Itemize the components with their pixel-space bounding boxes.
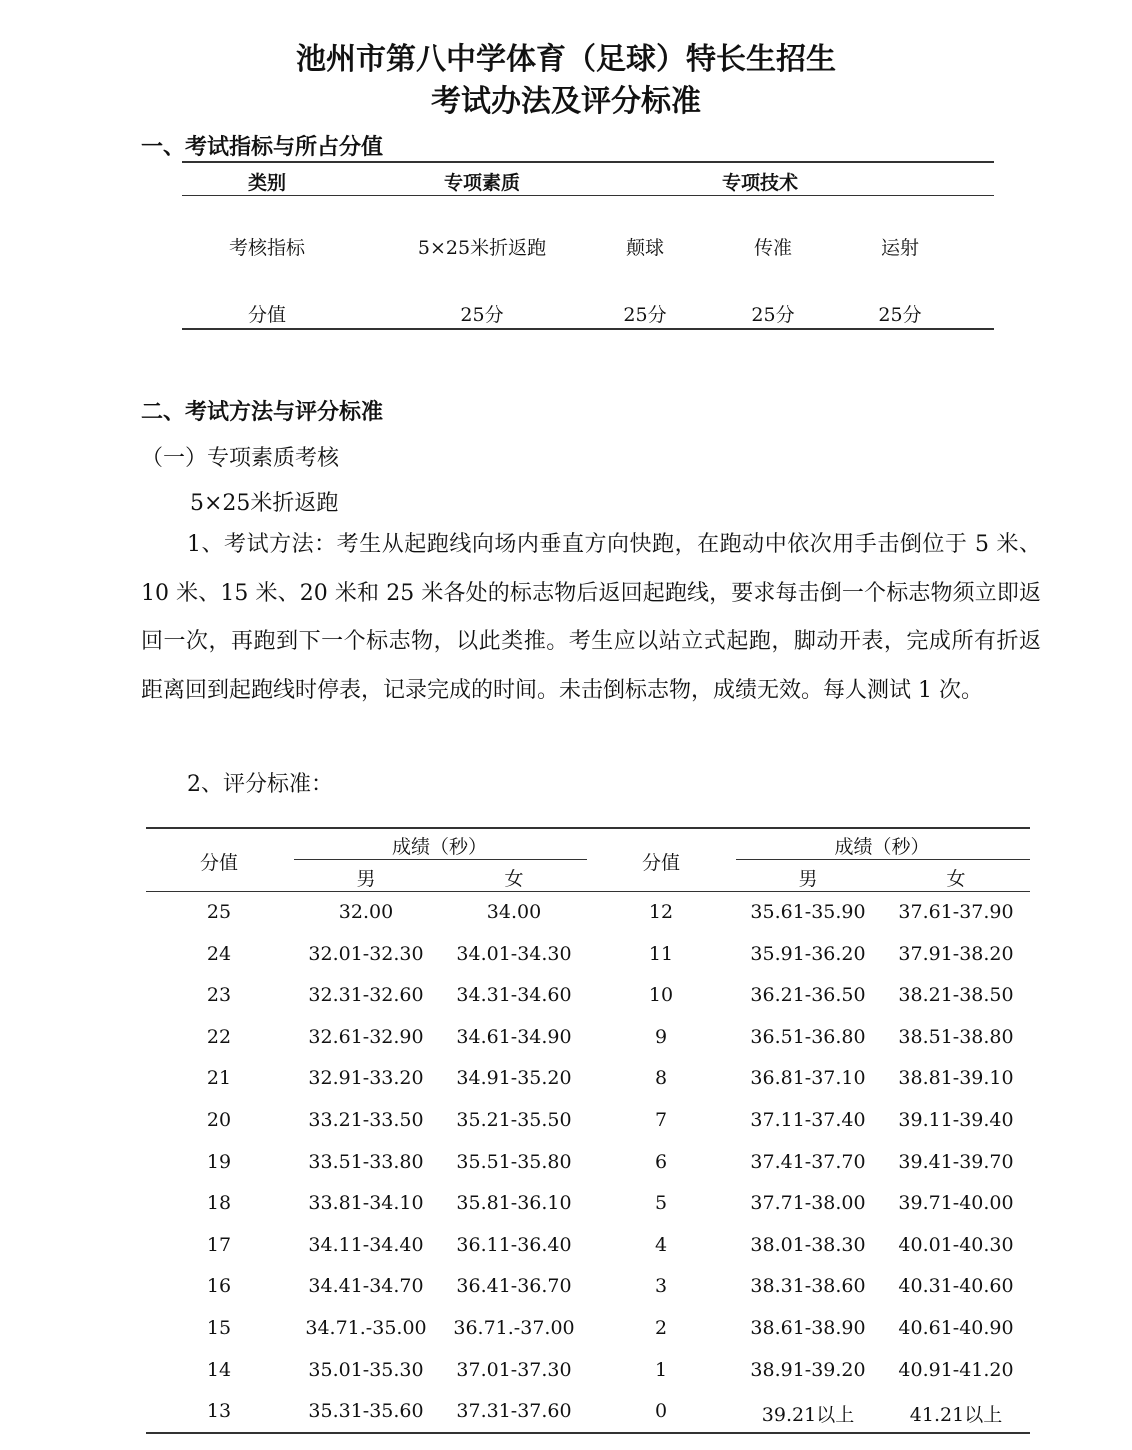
subsection-heading: （一）专项素质考核 [141,446,340,471]
right-row-male-cell: 37.41-37.70 [750,1150,866,1173]
right-row-female-cell: 40.01-40.30 [898,1233,1014,1256]
left-row-male-cell: 32.91-33.20 [308,1067,424,1090]
left-row-score-cell: 19 [206,1150,232,1173]
left-row-score-cell: 20 [206,1109,232,1131]
method-text: 1、考试方法：考生从起跑线向场内垂直方向快跑，在跑动中依次用手击倒位于 5 米、10 米、15 米、20 米和 25 米各处的标志物后返回起跑线，要求每击倒一个标志物须立即返回一次，再跑到下一个标志物，以此类推。考生应以站立式起跑，脚动开表，完成所有折返距离回到起跑线时停表，记录完成的时间。未击倒标志物，成绩无效。每人测试 1 次。 [141,532,1041,703]
left-row-male-cell: 34.11-34.40 [308,1233,424,1256]
left-header-result: 成绩（秒） [391,836,487,858]
right-row-male-cell: 37.11-37.40 [750,1109,866,1131]
header-special-technique: 专项技术 [721,172,798,194]
right-row-male-cell: 38.91-39.20 [750,1358,866,1381]
right-row-score-cell: 0 [654,1400,668,1423]
score-passing: 25分 [751,304,795,326]
left-row-score-cell: 13 [206,1400,232,1423]
test-item-name: 5×25米折返跑 [190,491,339,516]
right-header-score: 分值 [641,852,680,874]
left-row-female-cell: 34.00 [486,901,542,923]
right-row-female-cell: 37.91-38.20 [898,942,1014,965]
left-row-male-cell: 34.71.-35.00 [305,1317,427,1339]
right-row-female-cell: 39.11-39.40 [898,1109,1014,1131]
right-header-male: 男 [798,868,818,890]
left-row-score-cell: 17 [206,1233,232,1256]
right-row-score-cell: 10 [648,984,674,1007]
right-row-female-cell: 40.31-40.60 [898,1275,1014,1298]
right-row-female-cell: 38.81-39.10 [898,1067,1014,1090]
right-row-female-cell: 39.41-39.70 [898,1150,1014,1173]
section1-heading: 一、考试指标与所占分值 [141,134,384,160]
document-title-line2: 考试办法及评分标准 [431,84,701,119]
left-row-female-cell: 35.51-35.80 [456,1150,572,1173]
method-paragraph [141,521,1041,715]
right-row-male-cell: 36.51-36.80 [750,1025,866,1048]
score-dribble-shoot: 25分 [878,304,922,326]
right-row-male-cell: 39.21以上 [761,1404,855,1427]
left-row-male-cell: 32.61-32.90 [308,1025,424,1048]
right-row-score-cell: 7 [654,1109,668,1131]
left-row-score-cell: 21 [206,1067,232,1090]
left-row-female-cell: 35.81-36.10 [456,1192,572,1215]
right-row-score-cell: 11 [648,942,674,965]
right-row-score-cell: 12 [648,901,674,923]
table-bottom-rule [182,328,994,330]
score-label: 分值 [247,304,286,326]
left-row-male-cell: 32.31-32.60 [308,984,424,1007]
right-row-female-cell: 40.91-41.20 [898,1358,1014,1381]
left-row-male-cell: 34.41-34.70 [308,1275,424,1298]
left-row-female-cell: 36.41-36.70 [456,1275,572,1298]
left-row-score-cell: 14 [206,1358,232,1381]
left-header-female: 女 [504,868,524,890]
right-row-score-cell: 4 [654,1233,668,1256]
left-row-male-cell: 35.01-35.30 [308,1358,424,1381]
left-row-female-cell: 37.01-37.30 [456,1358,572,1381]
indicator-passing: 传准 [753,237,792,259]
left-row-male-cell: 32.00 [338,901,394,923]
scoring-table-top-rule [146,827,1030,829]
left-row-score-cell: 25 [206,901,232,923]
right-row-score-cell: 2 [654,1317,668,1339]
right-row-female-cell: 40.61-40.90 [898,1317,1014,1339]
right-row-female-cell: 41.21以上 [909,1404,1003,1427]
indicator-juggling: 颠球 [625,237,664,259]
right-row-score-cell: 8 [654,1067,668,1090]
criteria-label: 2、评分标准： [187,772,333,797]
left-row-female-cell: 36.11-36.40 [456,1233,572,1256]
left-row-male-cell: 33.81-34.10 [308,1192,424,1215]
right-row-male-cell: 36.21-36.50 [750,984,866,1007]
header-special-quality: 专项素质 [443,172,520,194]
scoring-table-bottom-rule [146,1432,1030,1434]
table-top-rule [182,161,994,163]
right-row-male-cell: 38.01-38.30 [750,1233,866,1256]
right-row-male-cell: 36.81-37.10 [750,1067,866,1090]
right-row-score-cell: 6 [654,1150,668,1173]
right-row-male-cell: 38.31-38.60 [750,1275,866,1298]
left-row-female-cell: 34.91-35.20 [456,1067,572,1090]
left-row-score-cell: 23 [206,984,232,1007]
left-row-score-cell: 18 [206,1192,232,1215]
scoring-table-header-rule [146,891,1030,892]
left-row-female-cell: 34.61-34.90 [456,1025,572,1048]
score-juggling: 25分 [623,304,667,326]
right-row-score-cell: 3 [654,1275,668,1298]
document-title-line1: 池州市第八中学体育（足球）特长生招生 [296,42,836,77]
left-row-male-cell: 32.01-32.30 [308,942,424,965]
left-row-female-cell: 37.31-37.60 [456,1400,572,1423]
left-row-score-cell: 16 [206,1275,232,1298]
right-row-score-cell: 1 [654,1358,668,1381]
left-row-male-cell: 33.51-33.80 [308,1150,424,1173]
left-row-male-cell: 35.31-35.60 [308,1400,424,1423]
right-row-score-cell: 9 [654,1025,668,1048]
right-row-female-cell: 38.21-38.50 [898,984,1014,1007]
right-header-female: 女 [946,868,966,890]
right-header-result: 成绩（秒） [834,836,930,858]
left-row-male-cell: 33.21-33.50 [308,1109,424,1131]
left-row-female-cell: 35.21-35.50 [456,1109,572,1131]
right-header-divider [736,859,1030,860]
left-row-female-cell: 34.31-34.60 [456,984,572,1007]
left-header-divider [294,859,587,860]
right-row-female-cell: 38.51-38.80 [898,1025,1014,1048]
section2-heading: 二、考试方法与评分标准 [141,399,384,425]
left-header-male: 男 [356,868,376,890]
right-row-female-cell: 39.71-40.00 [898,1192,1014,1215]
right-row-female-cell: 37.61-37.90 [898,901,1014,923]
left-header-score: 分值 [199,852,238,874]
indicator-label: 考核指标 [228,237,305,259]
score-shuttle-run: 25分 [460,304,504,326]
table-header-rule [182,195,994,196]
right-row-score-cell: 5 [654,1192,668,1215]
left-row-score-cell: 24 [206,942,232,965]
left-row-score-cell: 15 [206,1317,232,1339]
right-row-male-cell: 37.71-38.00 [750,1192,866,1215]
indicator-dribble-shoot: 运射 [880,237,919,259]
right-row-male-cell: 35.91-36.20 [750,942,866,965]
indicator-shuttle-run: 5×25米折返跑 [417,237,547,259]
left-row-female-cell: 34.01-34.30 [456,942,572,965]
header-category: 类别 [247,172,286,194]
left-row-score-cell: 22 [206,1025,232,1048]
right-row-male-cell: 38.61-38.90 [750,1317,866,1339]
left-row-female-cell: 36.71.-37.00 [453,1317,575,1339]
right-row-male-cell: 35.61-35.90 [750,901,866,923]
